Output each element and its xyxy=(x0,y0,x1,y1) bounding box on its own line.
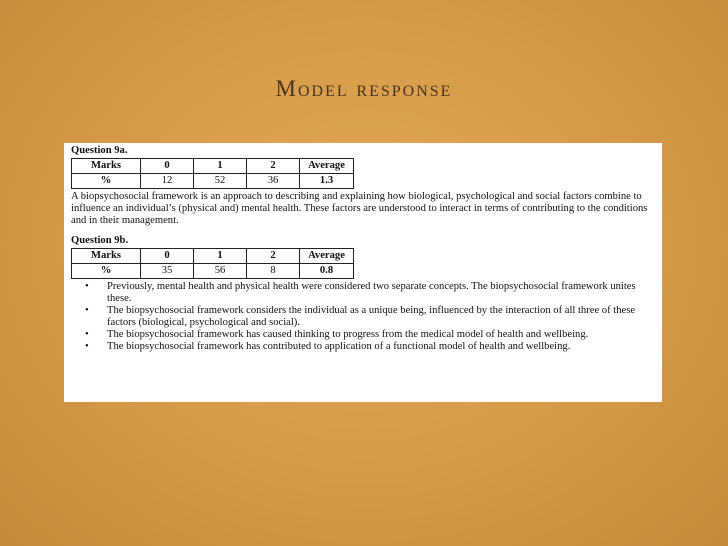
table-header-cell: 2 xyxy=(247,249,300,264)
question-9b-heading: Question 9b. xyxy=(71,235,129,246)
table-row xyxy=(72,174,354,189)
table-cell: 56 xyxy=(194,264,247,279)
table-cell: % xyxy=(72,264,141,279)
table-header-cell: 0 xyxy=(141,249,194,264)
list-item: • The biopsychosocial framework has caused thinking to progress from the medical model of health and wellbeing. xyxy=(107,329,654,341)
question-9b-answer-list xyxy=(71,281,654,353)
list-item: • The biopsychosocial framework has contributed to application of a functional model of health and wellbeing. xyxy=(107,341,654,353)
table-cell: 1.3 xyxy=(300,174,354,189)
list-item: • The biopsychosocial framework considers the individual as a unique being, influenced by the interaction of all three of these factors (biological, psychological and social). xyxy=(107,305,654,329)
table-row xyxy=(72,264,354,279)
table-header-cell: 1 xyxy=(194,249,247,264)
table-header-cell: 0 xyxy=(141,159,194,174)
table-header-cell: Average xyxy=(300,159,354,174)
list-item: • Previously, mental health and physical health were considered two separate concepts. The biopsychosocial framework unites these. xyxy=(107,281,654,305)
question-9b-marks-table xyxy=(71,248,354,279)
table-cell: 0.8 xyxy=(300,264,354,279)
question-9a-heading: Question 9a. xyxy=(71,145,128,156)
table-cell: 35 xyxy=(141,264,194,279)
table-cell: 52 xyxy=(194,174,247,189)
model-response-panel xyxy=(64,143,662,402)
table-cell: 36 xyxy=(247,174,300,189)
table-cell: 8 xyxy=(247,264,300,279)
question-9a-marks-table xyxy=(71,158,354,189)
question-9a-answer: A biopsychosocial framework is an approach to describing and explaining how biological, psychological and social factors combine to influence an individual’s (physical and) mental health. These factors are understood to interact in terms of contributing to the conditions and in their management. xyxy=(71,191,648,226)
table-header-cell: Average xyxy=(300,249,354,264)
table-cell: % xyxy=(72,174,141,189)
table-cell: 12 xyxy=(141,174,194,189)
table-header-cell: 2 xyxy=(247,159,300,174)
table-header-cell: Marks xyxy=(72,249,141,264)
table-header-cell: Marks xyxy=(72,159,141,174)
table-header-cell: 1 xyxy=(194,159,247,174)
table-header-row xyxy=(72,249,354,264)
slide-title: Model response xyxy=(275,76,453,101)
table-header-row xyxy=(72,159,354,174)
